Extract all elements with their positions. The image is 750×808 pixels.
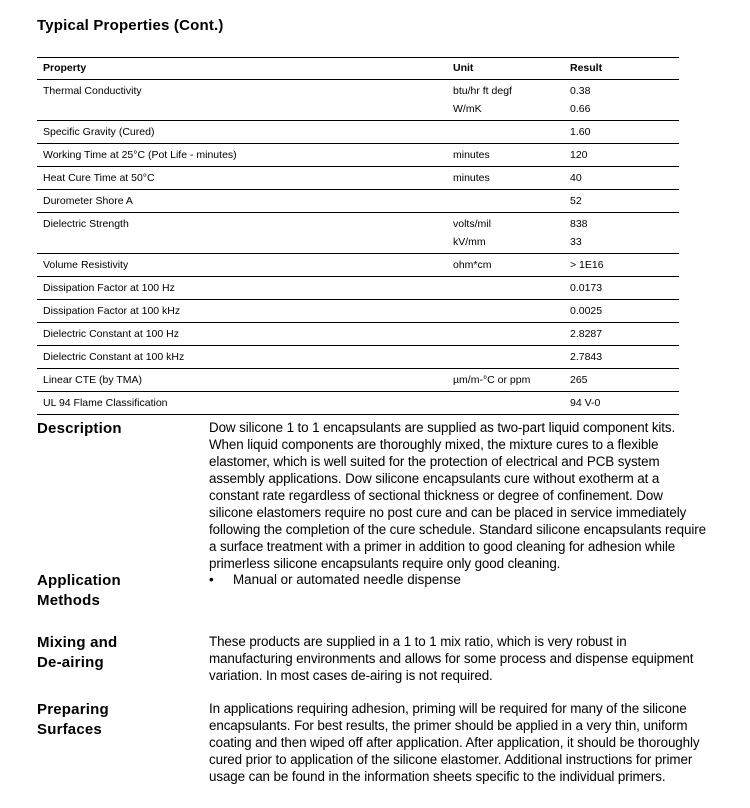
property-cell: UL 94 Flame Classification — [43, 397, 168, 409]
result-cell: 2.8287 — [570, 328, 603, 340]
unit-cell — [447, 277, 564, 300]
property-cell: Durometer Shore A — [43, 195, 133, 207]
unit-cell — [447, 323, 564, 346]
header-result: Result — [570, 62, 603, 74]
unit-cell: minutes — [453, 172, 490, 184]
table-row — [37, 392, 679, 415]
heading-line: Mixing and — [37, 634, 118, 651]
table-row — [37, 369, 679, 392]
description-text: Dow silicone 1 to 1 encapsulants are supplied as two-part liquid component kits. When liquid components are thoroughly mixed, the mixture cures to a flexible elastomer, which is well suited for the protection of electrical and PCB system assembly applications. Dow silicone encapsulants cure without exotherm at a constant rate regardless of sectional thickness or degree of confinement. Dow silicone elastomers require no post cure and can be placed in service immediately following the completion of the cure schedule. Standard silicone encapsulants require a surface treatment with a primer in addition to good cleaning for adhesion while primerless silicone encapsulants require only good cleaning. — [209, 420, 706, 571]
header-property: Property — [43, 62, 87, 74]
property-cell: Dissipation Factor at 100 Hz — [43, 282, 175, 294]
table-header-row — [37, 58, 679, 80]
result-cell: 40 — [570, 172, 582, 184]
result-cell: 838 33 — [570, 218, 588, 248]
header-unit: Unit — [453, 62, 474, 74]
application-methods-heading — [37, 571, 197, 611]
property-cell: Dielectric Strength — [43, 218, 129, 230]
heading-line: De-airing — [37, 654, 104, 671]
result-cell: 0.38 0.66 — [570, 85, 591, 115]
table-row — [37, 323, 679, 346]
preparing-surfaces-heading — [37, 700, 197, 740]
result-cell: 0.0025 — [570, 305, 603, 317]
unit-cell — [447, 392, 564, 415]
unit-cell: µm/m-°C or ppm — [453, 374, 531, 386]
property-cell: Dielectric Constant at 100 kHz — [43, 351, 185, 363]
table-row — [37, 167, 679, 190]
table-row — [37, 213, 679, 254]
table-row — [37, 121, 679, 144]
result-cell: 0.0173 — [570, 282, 603, 294]
property-cell: Thermal Conductivity — [43, 85, 142, 97]
property-cell: Working Time at 25°C (Pot Life - minutes) — [43, 149, 237, 161]
unit-cell — [447, 346, 564, 369]
unit-cell — [447, 121, 564, 144]
description-heading: Description — [37, 420, 122, 437]
result-cell: > 1E16 — [570, 259, 604, 271]
property-cell: Dielectric Constant at 100 Hz — [43, 328, 179, 340]
result-cell: 94 V-0 — [570, 397, 601, 409]
bullet-list-item — [209, 571, 461, 588]
bullet-icon: • — [209, 572, 214, 587]
page-title: Typical Properties (Cont.) — [37, 17, 224, 34]
mixing-text: These products are supplied in a 1 to 1 mix ratio, which is very robust in manufacturing environments and allows for some process and dispense equipment variation. In most cases de-airing is not required. — [209, 634, 694, 683]
unit-cell — [447, 300, 564, 323]
unit-cell — [447, 190, 564, 213]
bullet-text: Manual or automated needle dispense — [233, 572, 461, 587]
unit-cell: minutes — [453, 149, 490, 161]
result-cell: 2.7843 — [570, 351, 603, 363]
result-cell: 120 — [570, 149, 588, 161]
preparing-surfaces-text: In applications requiring adhesion, priming will be required for many of the silicone encapsulants. For best results, the primer should be applied in a very thin, uniform coating and then wiped off after application. After application, it should be thoroughly cured prior to application of the silicone elastomer. Additional instructions for primer usage can be found in the information sheets specific to the individual primers. — [209, 701, 700, 784]
unit-cell: ohm*cm — [453, 259, 492, 271]
mixing-heading — [37, 633, 197, 673]
property-cell: Heat Cure Time at 50°C — [43, 172, 155, 184]
table-row — [37, 144, 679, 167]
property-cell: Volume Resistivity — [43, 259, 129, 271]
result-cell: 52 — [570, 195, 582, 207]
properties-table — [37, 57, 679, 415]
heading-line: Preparing — [37, 701, 109, 718]
result-cell: 265 — [570, 374, 588, 386]
table-row — [37, 346, 679, 369]
heading-line: Methods — [37, 592, 101, 609]
heading-line: Application — [37, 572, 121, 589]
table-row — [37, 190, 679, 213]
property-cell: Specific Gravity (Cured) — [43, 126, 155, 138]
result-cell: 1.60 — [570, 126, 591, 138]
heading-line: Surfaces — [37, 721, 102, 738]
table-row — [37, 277, 679, 300]
property-cell: Linear CTE (by TMA) — [43, 374, 142, 386]
table-row — [37, 300, 679, 323]
unit-cell: volts/mil kV/mm — [453, 218, 491, 248]
table-row — [37, 80, 679, 121]
table-row — [37, 254, 679, 277]
property-cell: Dissipation Factor at 100 kHz — [43, 305, 181, 317]
unit-cell: btu/hr ft degf W/mK — [453, 85, 512, 115]
